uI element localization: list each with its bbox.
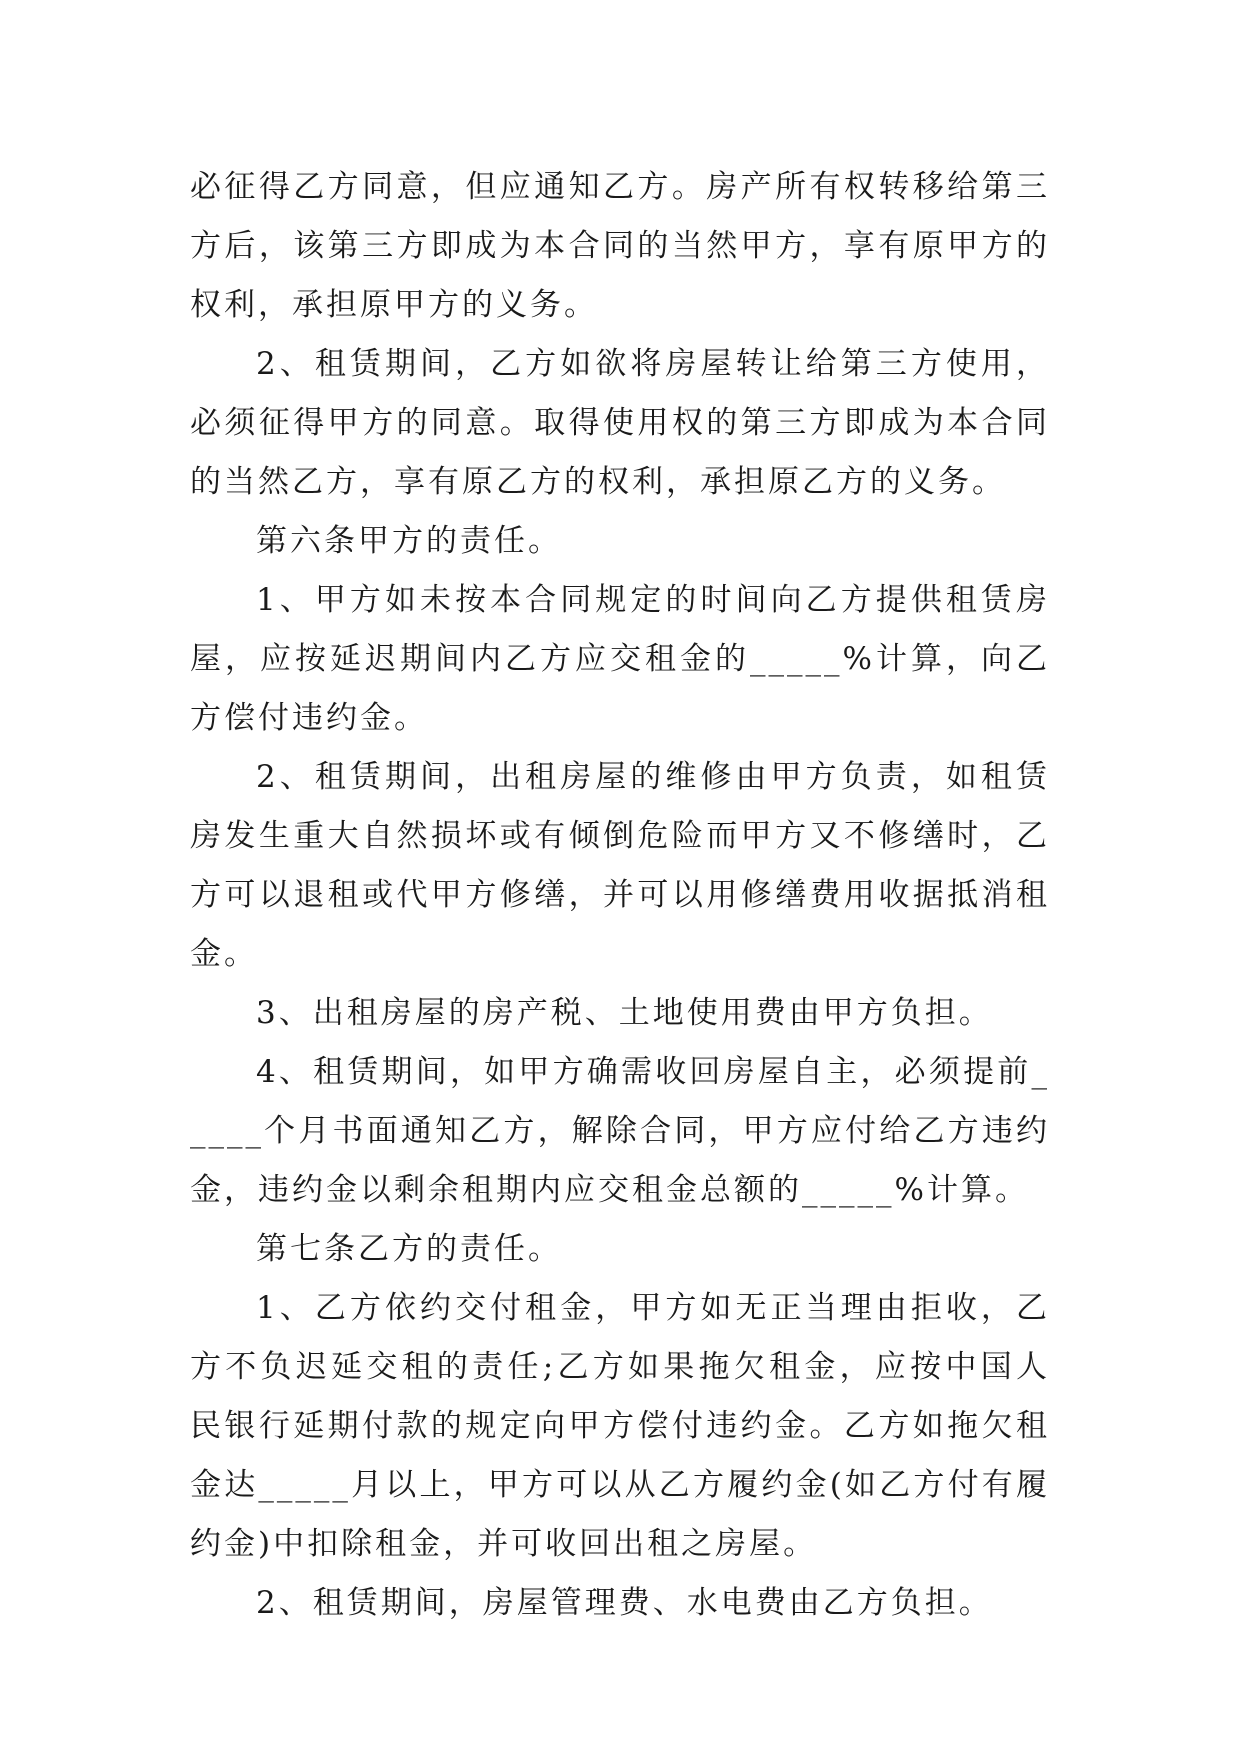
paragraph-2: 2、租赁期间，乙方如欲将房屋转让给第三方使用，必须征得甲方的同意。取得使用权的第三方即成为本合同的当然乙方，享有原乙方的权利，承担原乙方的义务。 [190,346,1050,500]
section-heading-7: 第七条乙方的责任。 [256,1231,562,1267]
document-body [190,158,1050,1633]
paragraph-5: 3、出租房屋的房产税、土地使用费由甲方负担。 [256,995,993,1031]
paragraph-1: 必征得乙方同意，但应通知乙方。房产所有权转移给第三方后，该第三方即成为本合同的当然甲方，享有原甲方的权利，承担原甲方的义务。 [190,169,1050,323]
paragraph-6: 4、租赁期间，如甲方确需收回房屋自主，必须提前_____个月书面通知乙方，解除合同，甲方应付给乙方违约金，违约金以剩余租期内应交租金总额的_____%计算。 [190,1054,1050,1208]
paragraph-4: 2、租赁期间，出租房屋的维修由甲方负责，如租赁房发生重大自然损坏或有倾倒危险而甲方又不修缮时，乙方可以退租或代甲方修缮，并可以用修缮费用收据抵消租金。 [190,759,1050,972]
paragraph-7: 1、乙方依约交付租金，甲方如无正当理由拒收，乙方不负迟延交租的责任;乙方如果拖欠租金，应按中国人民银行延期付款的规定向甲方偿付违约金。乙方如拖欠租金达_____月以上，甲方可以从乙方履约金(如乙方付有履约金)中扣除租金，并可收回出租之房屋。 [190,1290,1050,1562]
section-heading-6: 第六条甲方的责任。 [256,523,562,559]
paragraph-8: 2、租赁期间，房屋管理费、水电费由乙方负担。 [256,1585,993,1621]
paragraph-3: 1、甲方如未按本合同规定的时间向乙方提供租赁房屋，应按延迟期间内乙方应交租金的_____%计算，向乙方偿付违约金。 [190,582,1050,736]
